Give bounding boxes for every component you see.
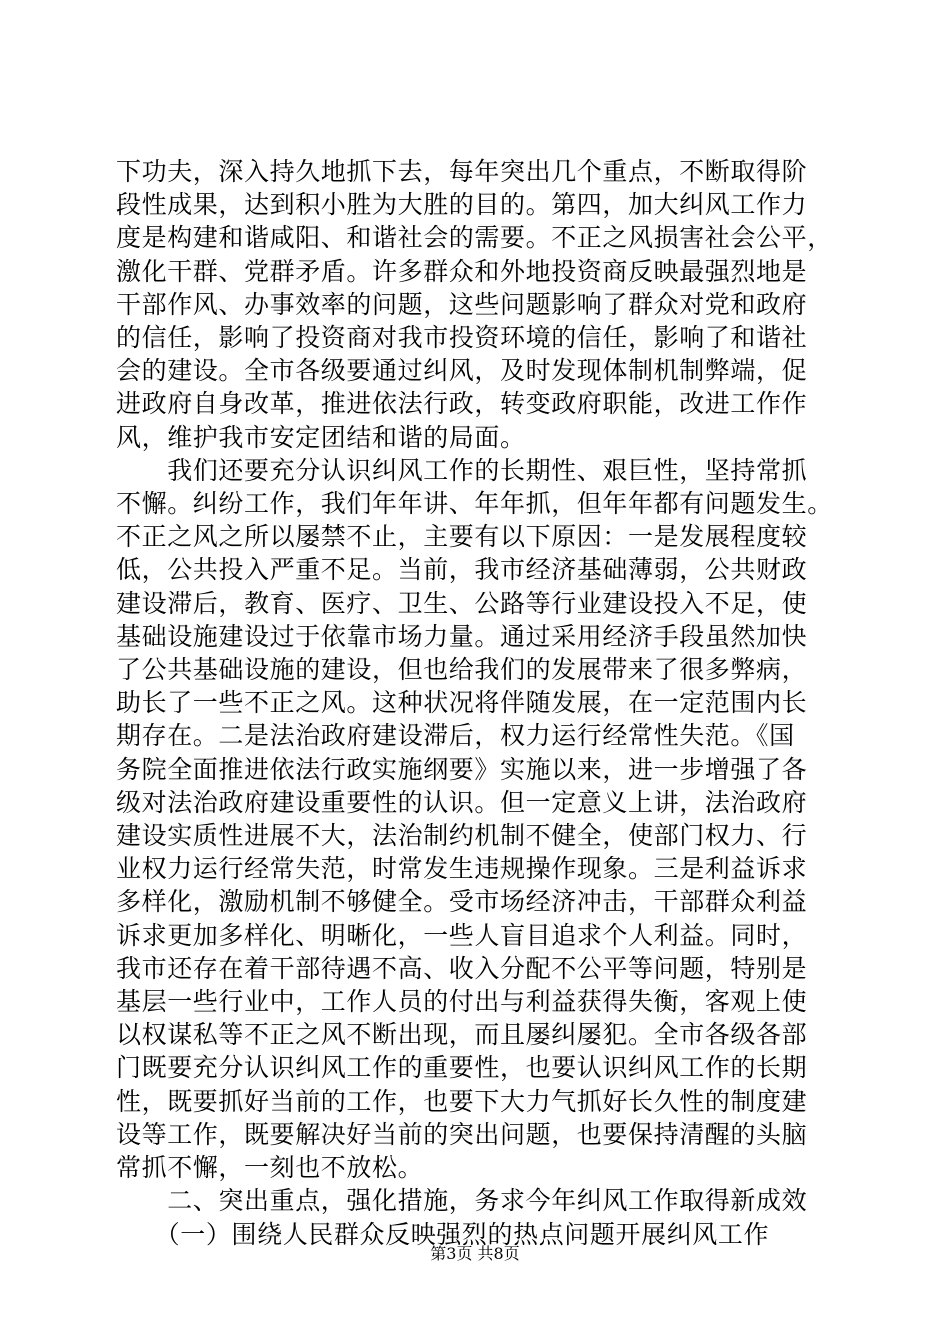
text-line: 风，维护我市安定团结和谐的局面。	[116, 422, 526, 452]
text-line: 了公共基础设施的建设，但也给我们的发展带来了很多弊病，	[116, 655, 808, 685]
text-line: 建设滞后，教育、医疗、卫生、公路等行业建设投入不足，使	[116, 588, 808, 618]
page-number-footer: 第3页 共8页	[430, 1244, 520, 1263]
text-line: 设等工作，既要解决好当前的突出问题，也要保持清醒的头脑	[116, 1119, 808, 1149]
text-line: 度是构建和谐咸阳、和谐社会的需要。不正之风损害社会公平，	[116, 223, 833, 253]
text-line: 我市还存在着干部待遇不高、收入分配不公平等问题，特别是	[116, 953, 808, 983]
text-line: 门既要充分认识纠风工作的重要性，也要认识纠风工作的长期	[116, 1053, 808, 1083]
text-line: 激化干群、党群矛盾。许多群众和外地投资商反映最强烈地是	[116, 256, 808, 286]
text-line: 我们还要充分认识纠风工作的长期性、艰巨性，坚持常抓	[116, 455, 808, 485]
text-line: 期存在。二是法治政府建设滞后，权力运行经常性失范。《国	[116, 721, 795, 751]
text-line: 以权谋私等不正之风不断出现，而且屡纠屡犯。全市各级各部	[116, 1020, 808, 1050]
text-line: 助长了一些不正之风。这种状况将伴随发展，在一定范围内长	[116, 688, 808, 718]
text-line: 下功夫，深入持久地抓下去，每年突出几个重点，不断取得阶	[116, 157, 808, 186]
text-line: 干部作风、办事效率的问题，这些问题影响了群众对党和政府	[116, 289, 808, 319]
text-line: 不懈。纠纷工作，我们年年讲、年年抓，但年年都有问题发生。	[116, 489, 833, 519]
text-line: 级对法治政府建设重要性的认识。但一定意义上讲，法治政府	[116, 787, 808, 817]
text-line: 常抓不懈，一刻也不放松。	[116, 1153, 424, 1183]
text-line: 务院全面推进依法行政实施纲要》实施以来，进一步增强了各	[116, 754, 808, 784]
section-heading: 二、突出重点，强化措施，务求今年纠风工作取得新成效	[116, 1186, 808, 1216]
body-text	[116, 155, 836, 1251]
text-line: 基层一些行业中，工作人员的付出与利益获得失衡，客观上使	[116, 987, 808, 1017]
text-line: 低，公共投入严重不足。当前，我市经济基础薄弱，公共财政	[116, 555, 808, 585]
text-line: 诉求更加多样化、明晰化，一些人盲目追求个人利益。同时，	[116, 920, 808, 950]
text-line: 多样化，激励机制不够健全。受市场经济冲击，干部群众利益	[116, 887, 808, 917]
text-line: 基础设施建设过于依靠市场力量。通过采用经济手段虽然加快	[116, 621, 808, 651]
text-line: 性，既要抓好当前的工作，也要下大力气抓好长久性的制度建	[116, 1086, 808, 1116]
text-line: 的信任，影响了投资商对我市投资环境的信任，影响了和谐社	[116, 323, 808, 353]
text-line: 业权力运行经常失范，时常发生违规操作现象。三是利益诉求	[116, 854, 808, 884]
text-line: 建设实质性进展不大，法治制约机制不健全，使部门权力、行	[116, 821, 808, 851]
text-line: 会的建设。全市各级要通过纠风，及时发现体制机制弊端，促	[116, 356, 808, 386]
text-line: 进政府自身改革，推进依法行政，转变政府职能，改进工作作	[116, 389, 808, 419]
subsection-heading: （一）围绕人民群众反映强烈的热点问题开展纠风工作	[116, 1219, 770, 1249]
text-line: 不正之风之所以屡禁不止，主要有以下原因：一是发展程度较	[116, 522, 808, 552]
text-line: 段性成果，达到积小胜为大胜的目的。第四，加大纠风工作力	[116, 190, 808, 220]
